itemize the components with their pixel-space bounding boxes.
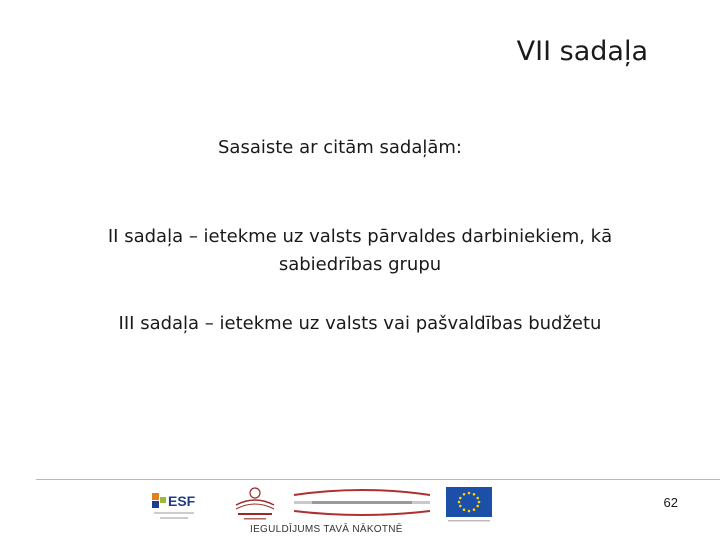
eu-flag-icon [446,487,492,523]
slide-title: VII sadaļa [516,36,648,67]
esf-logo [150,487,200,525]
footer-caption: IEGULDĪJUMS TAVĀ NĀKOTNĒ [250,524,403,535]
list-item [60,223,660,279]
footer-logo-bar [130,483,500,527]
list-item-line: II sadaļa – ietekme uz valsts pārvaldes darbiniekiem, kā [107,226,613,247]
list-item-line: III sadaļa – ietekme uz valsts vai pašvaldības budžetu [118,313,602,334]
page-number: 62 [663,495,678,510]
footer-divider [36,479,720,480]
list-item [60,310,660,338]
slide-subtitle: Sasaiste ar citām sadaļām: [218,137,462,158]
valsts-kanceleja-logo [230,485,290,525]
esf-logo-text: ESF [168,493,196,509]
sabiedribas-integracijas-fonds-logo [292,485,432,525]
list-item-line: sabiedrības grupu [278,254,442,275]
